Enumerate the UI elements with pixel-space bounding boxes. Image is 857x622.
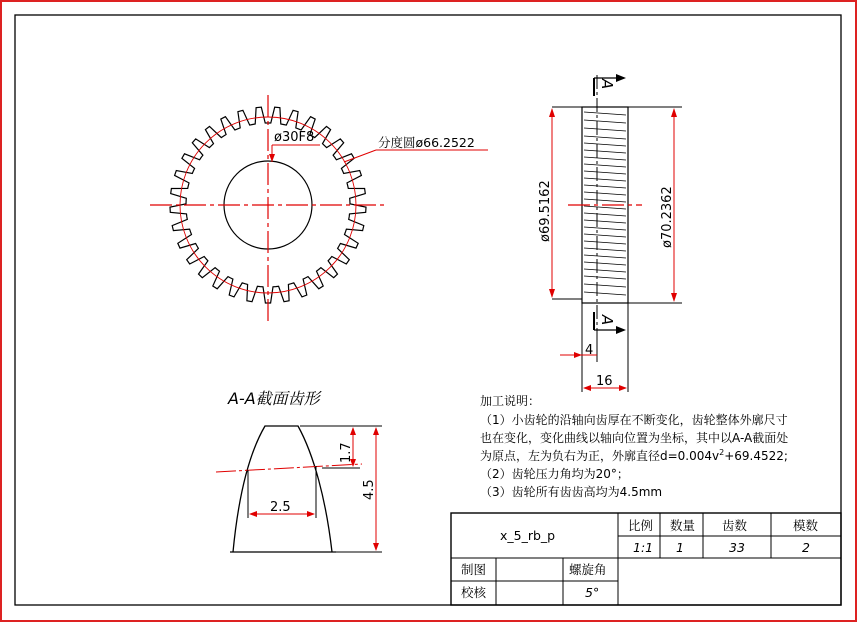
notes-heading: 加工说明：: [480, 394, 541, 408]
marker-bot-head: [616, 326, 626, 334]
dim-17-label: 1.7: [339, 442, 354, 463]
process-notes: [480, 393, 788, 499]
notes-line-4: （2）齿轮压力角均为20°；: [480, 467, 629, 481]
drawing-frame: [15, 15, 841, 605]
dim-16-label: 16: [596, 374, 613, 389]
value-qty: 1: [676, 540, 684, 555]
left-diameter-label: ø69.5162: [538, 180, 553, 242]
dim-16-arrow-r: [619, 385, 627, 391]
marker-top-head: [616, 74, 626, 82]
dim-45-arrow-t: [373, 427, 379, 435]
dim-4-arrow: [574, 352, 582, 358]
notes-line-1: （1）小齿轮的沿轴向齿厚在不断变化，齿轮整体外廓尺寸: [480, 413, 788, 427]
header-teeth: 齿数: [722, 518, 748, 533]
header-scale: 比例: [628, 518, 654, 533]
part-name: x_5_rb_p: [500, 528, 556, 543]
dim-right-arrow-bot: [671, 293, 677, 302]
marker-bot-label: A: [598, 314, 616, 326]
pitch-leader-1: [344, 150, 376, 162]
dim-17-arrow-t: [350, 427, 356, 435]
right-diameter-label: ø70.2362: [660, 186, 675, 248]
gear-side-view: [538, 74, 682, 392]
checked-by-label: 校核: [461, 585, 487, 600]
gear-front-view: [150, 95, 488, 325]
helix-angle-value: 5°: [585, 585, 600, 600]
drawn-by-label: 制图: [461, 562, 487, 577]
marker-top-label: A: [598, 78, 616, 90]
value-teeth: 33: [729, 540, 745, 555]
value-scale: 1:1: [633, 540, 654, 555]
header-qty: 数量: [670, 518, 696, 533]
dim-25-arrow-l: [249, 511, 257, 517]
dim-25-label: 2.5: [270, 500, 291, 515]
dim-4-label: 4: [585, 343, 594, 358]
dim-right-arrow-top: [671, 108, 677, 117]
dim-left-arrow-bot: [549, 289, 555, 298]
dim-45-arrow-b: [373, 543, 379, 551]
title-block-text: [461, 518, 819, 600]
notes-line-3: 为原点，左为负右为正，外廓直径$d=0.004v^2+69.4522$;: [480, 448, 788, 463]
dim-left-arrow-top: [549, 108, 555, 117]
section-title: A-A截面齿形: [228, 389, 320, 408]
bore-label: ø30F8: [274, 130, 315, 145]
header-module: 模数: [793, 518, 819, 533]
notes-line-2: 也在变化，变化曲线以轴向位置为坐标，其中以A-A截面处: [480, 431, 789, 445]
dim-45-label: 4.5: [362, 479, 377, 500]
value-module: 2: [802, 540, 810, 555]
helix-angle-label: 螺旋角: [569, 562, 607, 577]
notes-line-5: （3）齿轮所有齿齿高均为4.5mm: [480, 485, 663, 499]
dim-16-arrow-l: [583, 385, 591, 391]
section-aa-view: [216, 389, 382, 552]
pitch-label: 分度圆ø66.2522: [378, 135, 475, 150]
dim-25-arrow-r: [307, 511, 315, 517]
